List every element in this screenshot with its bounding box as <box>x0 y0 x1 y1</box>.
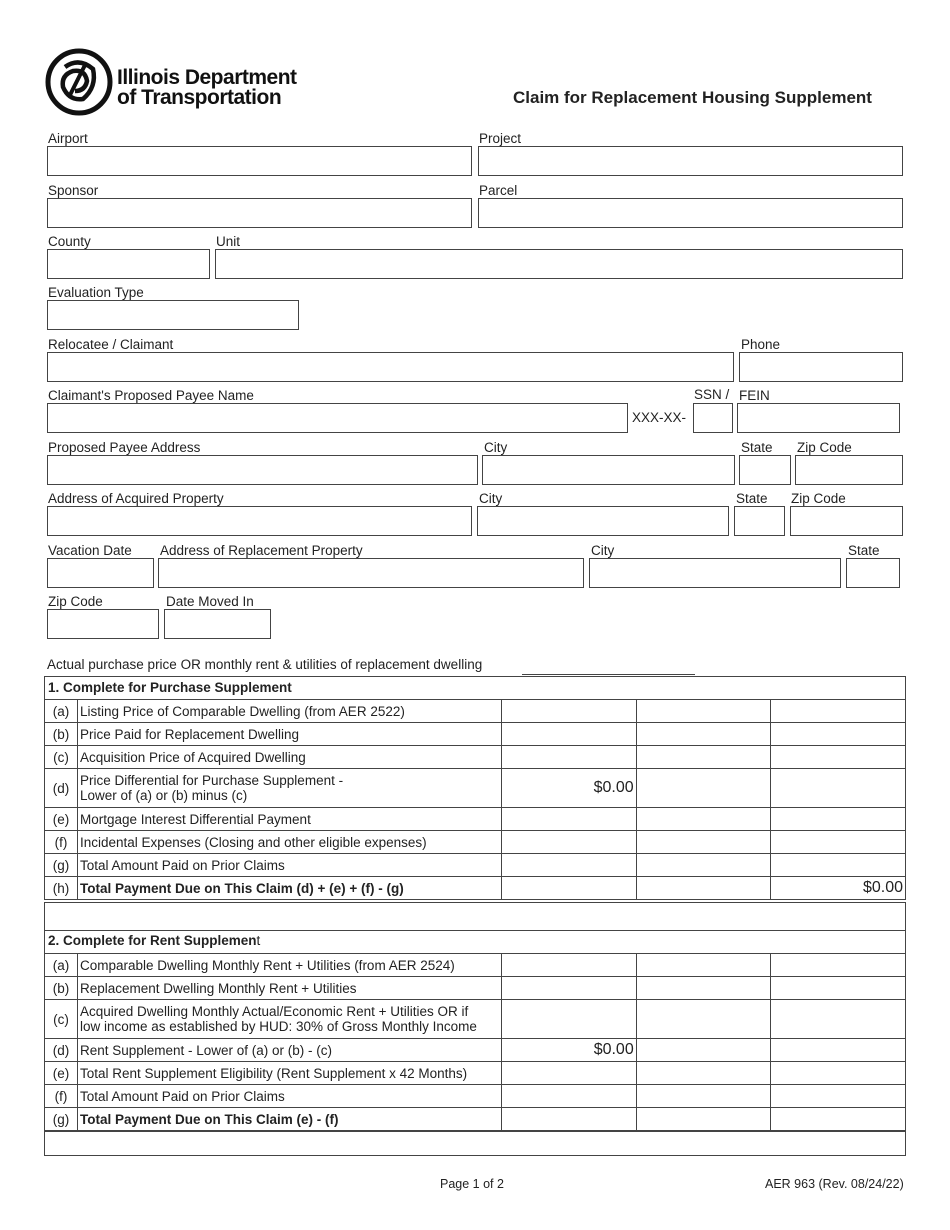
purchase-row <box>45 854 906 877</box>
amount-cell[interactable] <box>771 977 906 1000</box>
row-letter: (d) <box>45 1039 78 1062</box>
sponsor-field[interactable] <box>47 198 472 228</box>
row-description: Acquired Dwelling Monthly Actual/Economic Rent + Utilities OR if low income as established by HUD: 30% of Gross Monthly Income <box>77 1000 501 1039</box>
amount-cell[interactable]: $0.00 <box>771 877 906 900</box>
row-letter: (f) <box>45 831 78 854</box>
amount-cell[interactable] <box>502 1085 637 1108</box>
amount-cell[interactable] <box>636 746 771 769</box>
amount-cell[interactable] <box>771 854 906 877</box>
acquired-zip-label: Zip Code <box>791 491 846 506</box>
row-description: Comparable Dwelling Monthly Rent + Utilities (from AER 2524) <box>77 954 501 977</box>
row-description: Total Amount Paid on Prior Claims <box>77 854 501 877</box>
evaluation-type-field[interactable] <box>47 300 299 330</box>
row-letter: (a) <box>45 954 78 977</box>
purchase-row <box>45 831 906 854</box>
amount-cell[interactable] <box>636 1085 771 1108</box>
payee-zip-label: Zip Code <box>797 440 852 455</box>
acquired-address-field[interactable] <box>47 506 472 536</box>
replacement-zip-label: Zip Code <box>48 594 103 609</box>
amount-cell[interactable] <box>771 700 906 723</box>
amount-cell[interactable] <box>771 1039 906 1062</box>
airport-label: Airport <box>48 131 88 146</box>
row-letter: (f) <box>45 1085 78 1108</box>
form-title: Claim for Replacement Housing Supplement <box>513 88 872 107</box>
row-letter: (d) <box>45 769 78 808</box>
amount-cell[interactable] <box>636 1000 771 1039</box>
amount-cell[interactable]: $0.00 <box>502 1039 637 1062</box>
purchase-spacer <box>44 902 906 931</box>
acquired-city-label: City <box>479 491 503 506</box>
row-description: Price Paid for Replacement Dwelling <box>77 723 501 746</box>
amount-cell[interactable] <box>771 831 906 854</box>
idot-logo-icon <box>45 47 113 117</box>
relocatee-label: Relocatee / Claimant <box>48 337 174 352</box>
row-letter: (c) <box>45 746 78 769</box>
row-letter: (e) <box>45 808 78 831</box>
purchase-row <box>45 808 906 831</box>
replacement-state-label: State <box>848 543 880 558</box>
phone-label: Phone <box>741 337 781 352</box>
purchase-table <box>44 699 906 900</box>
amount-cell[interactable] <box>501 808 636 831</box>
replacement-address-label: Address of Replacement Property <box>160 543 363 558</box>
acquired-zip-field[interactable] <box>790 506 903 536</box>
evaluation-type-label: Evaluation Type <box>48 285 144 300</box>
row-description: Incidental Expenses (Closing and other eligible expenses) <box>77 831 501 854</box>
row-letter: (b) <box>45 977 78 1000</box>
row-description: Total Payment Due on This Claim (d) + (e) + (f) - (g) <box>77 877 501 900</box>
amount-cell[interactable] <box>771 808 906 831</box>
unit-label: Unit <box>216 234 241 249</box>
payee-address-label: Proposed Payee Address <box>48 440 201 455</box>
agency-name: Illinois Department of Transportation <box>117 66 297 109</box>
date-moved-in-label: Date Moved In <box>166 594 254 609</box>
payee-name-field[interactable] <box>47 403 628 433</box>
amount-cell[interactable] <box>501 877 636 900</box>
amount-cell[interactable]: $0.00 <box>501 769 636 808</box>
amount-cell[interactable] <box>636 954 771 977</box>
amount-cell[interactable] <box>636 1062 771 1085</box>
amount-cell[interactable] <box>771 769 906 808</box>
amount-cell[interactable] <box>501 723 636 746</box>
acquired-state-label: State <box>736 491 768 506</box>
row-description: Acquisition Price of Acquired Dwelling <box>77 746 501 769</box>
replacement-city-label: City <box>591 543 615 558</box>
replacement-state-field[interactable] <box>846 558 900 588</box>
county-field[interactable] <box>47 249 210 279</box>
amount-cell[interactable] <box>636 700 771 723</box>
sponsor-label: Sponsor <box>48 183 99 198</box>
amount-cell[interactable] <box>771 1062 906 1085</box>
ssn-prefix: XXX-XX- <box>632 410 687 425</box>
purchase-row <box>45 723 906 746</box>
rent-row <box>45 1039 906 1062</box>
row-description: Listing Price of Comparable Dwelling (from AER 2522) <box>77 700 501 723</box>
acquired-state-field[interactable] <box>734 506 785 536</box>
amount-cell[interactable] <box>771 746 906 769</box>
row-description: Total Rent Supplement Eligibility (Rent Supplement x 42 Months) <box>77 1062 501 1085</box>
replacement-address-field[interactable] <box>158 558 584 588</box>
amount-cell[interactable] <box>501 854 636 877</box>
amount-cell[interactable] <box>502 977 637 1000</box>
fein-label: FEIN <box>739 388 770 403</box>
ssn-field[interactable] <box>693 403 733 433</box>
vacation-date-label: Vacation Date <box>48 543 132 558</box>
amount-cell[interactable] <box>502 1108 637 1131</box>
row-description: Price Differential for Purchase Supplement - Lower of (a) or (b) minus (c) <box>77 769 501 808</box>
rent-table <box>44 953 906 1131</box>
relocatee-field[interactable] <box>47 352 734 382</box>
amount-cell[interactable] <box>501 700 636 723</box>
rent-section-heading: 2. Complete for Rent Supplement <box>44 930 906 954</box>
county-label: County <box>48 234 91 249</box>
amount-cell[interactable] <box>771 1000 906 1039</box>
rent-row <box>45 1108 906 1131</box>
amount-cell[interactable] <box>771 954 906 977</box>
amount-cell[interactable] <box>771 723 906 746</box>
row-description: Replacement Dwelling Monthly Rent + Utilities <box>77 977 501 1000</box>
purchase-row <box>45 746 906 769</box>
rent-row <box>45 1000 906 1039</box>
amount-cell[interactable] <box>502 1062 637 1085</box>
amount-cell[interactable] <box>636 831 771 854</box>
purchase-section-heading: 1. Complete for Purchase Supplement <box>44 676 906 700</box>
row-description: Total Payment Due on This Claim (e) - (f) <box>77 1108 501 1131</box>
acquired-address-label: Address of Acquired Property <box>48 491 224 506</box>
payee-zip-field[interactable] <box>795 455 903 485</box>
payee-name-label: Claimant's Proposed Payee Name <box>48 388 254 403</box>
amount-cell[interactable] <box>636 723 771 746</box>
purchase-row <box>45 877 906 900</box>
form-number: AER 963 (Rev. 08/24/22) <box>765 1177 904 1191</box>
row-letter: (g) <box>45 854 78 877</box>
row-letter: (g) <box>45 1108 78 1131</box>
amount-cell[interactable] <box>636 977 771 1000</box>
airport-field[interactable] <box>47 146 472 176</box>
rent-row <box>45 1062 906 1085</box>
purchase-row <box>45 700 906 723</box>
fein-field[interactable] <box>737 403 900 433</box>
row-description: Total Amount Paid on Prior Claims <box>77 1085 501 1108</box>
payee-state-label: State <box>741 440 773 455</box>
date-moved-in-field[interactable] <box>164 609 271 639</box>
row-letter: (h) <box>45 877 78 900</box>
amount-cell[interactable] <box>636 769 771 808</box>
unit-field[interactable] <box>215 249 903 279</box>
row-letter: (e) <box>45 1062 78 1085</box>
row-description: Rent Supplement - Lower of (a) or (b) - (c) <box>77 1039 501 1062</box>
amount-cell[interactable] <box>771 1085 906 1108</box>
vacation-date-field[interactable] <box>47 558 154 588</box>
ssn-label: SSN / <box>694 387 730 402</box>
actual-price-line[interactable] <box>522 673 695 675</box>
amount-cell[interactable] <box>636 854 771 877</box>
rent-spacer <box>44 1131 906 1156</box>
payee-city-label: City <box>484 440 508 455</box>
payee-city-field[interactable] <box>482 455 735 485</box>
acquired-city-field[interactable] <box>477 506 729 536</box>
purchase-row <box>45 769 906 808</box>
row-letter: (b) <box>45 723 78 746</box>
replacement-city-field[interactable] <box>589 558 841 588</box>
phone-field[interactable] <box>739 352 903 382</box>
page-number: Page 1 of 2 <box>440 1177 504 1191</box>
payee-state-field[interactable] <box>739 455 791 485</box>
amount-cell[interactable] <box>501 746 636 769</box>
rent-row <box>45 954 906 977</box>
amount-cell[interactable] <box>501 831 636 854</box>
payee-address-field[interactable] <box>47 455 478 485</box>
row-description: Mortgage Interest Differential Payment <box>77 808 501 831</box>
amount-cell[interactable] <box>636 1039 771 1062</box>
amount-cell[interactable] <box>636 808 771 831</box>
parcel-field[interactable] <box>478 198 903 228</box>
replacement-zip-field[interactable] <box>47 609 159 639</box>
amount-cell[interactable] <box>771 1108 906 1131</box>
row-letter: (a) <box>45 700 78 723</box>
amount-cell[interactable] <box>636 1108 771 1131</box>
rent-row <box>45 977 906 1000</box>
project-field[interactable] <box>478 146 903 176</box>
amount-cell[interactable] <box>636 877 771 900</box>
actual-price-label: Actual purchase price OR monthly rent & utilities of replacement dwelling <box>47 657 483 672</box>
amount-cell[interactable] <box>502 954 637 977</box>
rent-row <box>45 1085 906 1108</box>
project-label: Project <box>479 131 522 146</box>
row-letter: (c) <box>45 1000 78 1039</box>
amount-cell[interactable] <box>502 1000 637 1039</box>
parcel-label: Parcel <box>479 183 518 198</box>
